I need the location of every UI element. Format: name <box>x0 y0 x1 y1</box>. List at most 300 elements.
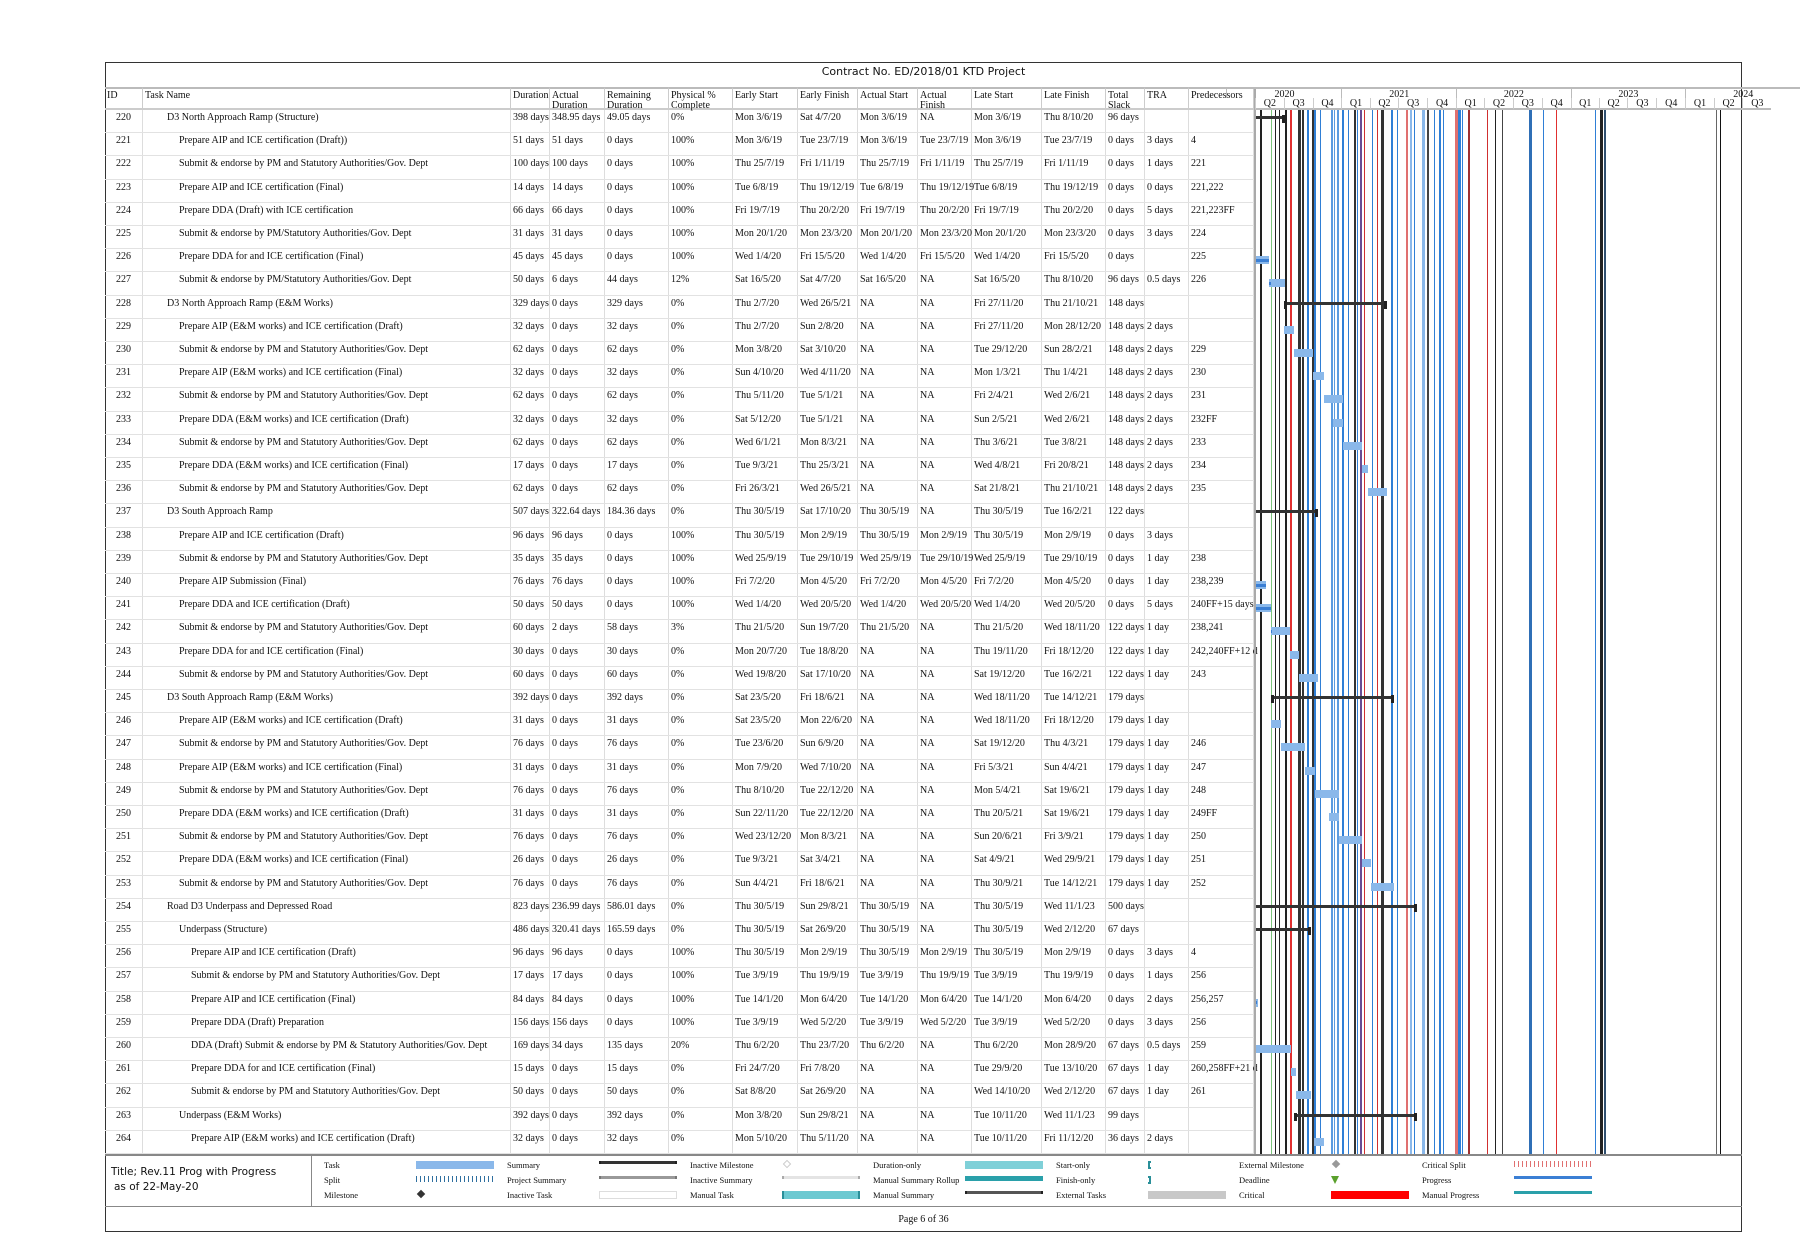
summary-task-row[interactable] <box>105 110 1254 133</box>
cell-duration: 62 days <box>511 342 550 364</box>
task-row[interactable] <box>105 435 1254 458</box>
cell-early-start: Tue 3/9/19 <box>733 968 798 990</box>
cell-tra: 2 days <box>1145 319 1189 341</box>
cell-actual-finish: NA <box>918 829 972 851</box>
timescale-quarter: Q4 <box>1656 98 1685 110</box>
cell-early-finish: Sat 17/10/20 <box>798 504 858 526</box>
cell-remaining-duration: 60 days <box>605 667 669 689</box>
cell-late-finish: Tue 16/2/21 <box>1042 504 1106 526</box>
task-row[interactable] <box>105 968 1254 991</box>
cell-late-start: Wed 14/10/20 <box>972 1084 1042 1106</box>
task-row[interactable] <box>105 319 1254 342</box>
column-header-actual-duration[interactable]: Actual Duration <box>550 87 605 110</box>
timescale-quarter: Q4 <box>1427 98 1456 110</box>
cell-late-start: Fri 2/4/21 <box>972 388 1042 410</box>
cell-early-start: Thu 30/5/19 <box>733 528 798 550</box>
legend-label: Summary <box>507 1160 541 1170</box>
cell-id: 231 <box>105 365 143 387</box>
cell-actual-duration: 14 days <box>550 180 605 202</box>
cell-total-slack: 179 days <box>1106 690 1145 712</box>
cell-early-start: Tue 6/8/19 <box>733 180 798 202</box>
task-bar[interactable] <box>1333 419 1343 427</box>
summary-bar[interactable] <box>1284 302 1387 305</box>
cell-physical-complete: 0% <box>669 1061 733 1083</box>
inactive-summary-bracket-icon <box>782 1176 860 1179</box>
cell-remaining-duration: 0 days <box>605 249 669 271</box>
task-row[interactable] <box>105 667 1254 690</box>
timescale-quarter: Q3 <box>1513 98 1542 110</box>
cell-late-finish: Sun 4/4/21 <box>1042 760 1106 782</box>
summary-task-row[interactable] <box>105 690 1254 713</box>
cell-late-finish: Fri 1/11/19 <box>1042 156 1106 178</box>
cell-actual-start: Thu 6/2/20 <box>858 1038 918 1060</box>
cell-duration: 50 days <box>511 597 550 619</box>
cell-duration: 17 days <box>511 458 550 480</box>
task-bar[interactable] <box>1271 720 1281 728</box>
cell-actual-duration: 0 days <box>550 1108 605 1130</box>
summary-bar-cap <box>1391 695 1394 703</box>
cell-early-finish: Sun 6/9/20 <box>798 736 858 758</box>
cell-physical-complete: 100% <box>669 226 733 248</box>
cell-remaining-duration: 329 days <box>605 296 669 318</box>
cell-id: 223 <box>105 180 143 202</box>
summary-task-row[interactable] <box>105 296 1254 319</box>
cell-id: 252 <box>105 852 143 874</box>
task-bar[interactable] <box>1299 674 1318 682</box>
cell-predecessors: 235 <box>1189 481 1254 503</box>
task-bar[interactable] <box>1314 1138 1324 1146</box>
cell-actual-finish: NA <box>918 1038 972 1060</box>
cell-tra: 1 day <box>1145 806 1189 828</box>
cell-tra: 1 day <box>1145 852 1189 874</box>
cell-total-slack: 99 days <box>1106 1108 1145 1130</box>
cell-actual-duration: 66 days <box>550 203 605 225</box>
cell-late-finish: Fri 11/12/20 <box>1042 1131 1106 1153</box>
cell-task-name: Submit & endorse by PM and Statutory Authorities/Gov. Dept <box>143 736 511 758</box>
cell-actual-start: Fri 19/7/19 <box>858 203 918 225</box>
column-header-early-finish[interactable]: Early Finish <box>798 87 858 110</box>
task-bar[interactable] <box>1291 1068 1296 1076</box>
task-row[interactable] <box>105 760 1254 783</box>
cell-tra: 3 days <box>1145 226 1189 248</box>
cell-predecessors: 230 <box>1189 365 1254 387</box>
cell-physical-complete: 0% <box>669 388 733 410</box>
cell-duration: 45 days <box>511 249 550 271</box>
cell-duration: 62 days <box>511 388 550 410</box>
task-row[interactable] <box>105 1015 1254 1038</box>
task-row[interactable] <box>105 133 1254 156</box>
task-row[interactable] <box>105 388 1254 411</box>
column-header-task-name[interactable]: Task Name <box>143 87 511 110</box>
column-header-predecessors[interactable]: Predecessors <box>1189 87 1254 110</box>
cell-late-finish: Wed 2/6/21 <box>1042 388 1106 410</box>
cell-remaining-duration: 62 days <box>605 342 669 364</box>
cell-id: 249 <box>105 783 143 805</box>
cell-late-start: Wed 1/4/20 <box>972 249 1042 271</box>
cell-actual-duration: 236.99 days <box>550 899 605 921</box>
cell-actual-start: NA <box>858 852 918 874</box>
cell-early-finish: Thu 25/3/21 <box>798 458 858 480</box>
cell-remaining-duration: 32 days <box>605 365 669 387</box>
cell-tra: 1 day <box>1145 644 1189 666</box>
cell-late-finish: Wed 18/11/20 <box>1042 620 1106 642</box>
task-bar[interactable] <box>1313 372 1323 380</box>
link-line <box>1364 110 1365 1154</box>
cell-actual-finish: NA <box>918 272 972 294</box>
cell-physical-complete: 0% <box>669 760 733 782</box>
column-header-late-start[interactable]: Late Start <box>972 87 1042 110</box>
cell-physical-complete: 0% <box>669 899 733 921</box>
task-bar[interactable] <box>1305 767 1315 775</box>
cell-task-name: Submit & endorse by PM and Statutory Authorities/Gov. Dept <box>143 783 511 805</box>
timescale-quarter: Q1 <box>1456 98 1484 110</box>
cell-id: 259 <box>105 1015 143 1037</box>
cell-remaining-duration: 31 days <box>605 806 669 828</box>
task-bar[interactable] <box>1368 488 1387 496</box>
cell-early-start: Fri 19/7/19 <box>733 203 798 225</box>
task-row[interactable] <box>105 806 1254 829</box>
task-row[interactable] <box>105 249 1254 272</box>
task-bar[interactable] <box>1294 349 1313 357</box>
task-bar[interactable] <box>1290 651 1299 659</box>
cell-actual-duration: 0 days <box>550 1061 605 1083</box>
cell-remaining-duration: 62 days <box>605 435 669 457</box>
link-line <box>1337 110 1339 1154</box>
task-bar[interactable] <box>1271 627 1290 635</box>
column-header-early-start[interactable]: Early Start <box>733 87 798 110</box>
cell-remaining-duration: 0 days <box>605 133 669 155</box>
task-bar[interactable] <box>1324 395 1343 403</box>
cell-total-slack: 0 days <box>1106 551 1145 573</box>
cell-total-slack: 179 days <box>1106 736 1145 758</box>
legend-label: Progress <box>1422 1175 1452 1185</box>
task-bar[interactable] <box>1339 836 1363 844</box>
cell-early-finish: Wed 5/2/20 <box>798 1015 858 1037</box>
task-bar[interactable] <box>1284 326 1294 334</box>
critical-bar-icon <box>1331 1191 1409 1199</box>
summary-bar[interactable] <box>1256 905 1417 908</box>
column-header-physical-complete[interactable]: Physical % Complete <box>669 87 733 110</box>
task-bar[interactable] <box>1315 790 1339 798</box>
cell-early-finish: Fri 15/5/20 <box>798 249 858 271</box>
cell-actual-start: NA <box>858 690 918 712</box>
task-row[interactable] <box>105 1038 1254 1061</box>
cell-actual-start: Tue 3/9/19 <box>858 968 918 990</box>
timescale-quarter: Q1 <box>1341 98 1369 110</box>
task-row[interactable] <box>105 528 1254 551</box>
cell-actual-start: NA <box>858 667 918 689</box>
summary-bar[interactable] <box>1294 1114 1417 1117</box>
cell-early-start: Fri 7/2/20 <box>733 574 798 596</box>
cell-actual-duration: 0 days <box>550 1084 605 1106</box>
task-row[interactable] <box>105 876 1254 899</box>
cell-total-slack: 122 days <box>1106 644 1145 666</box>
task-bar[interactable] <box>1362 465 1367 473</box>
cell-physical-complete: 0% <box>669 690 733 712</box>
cell-predecessors: 221,223FF <box>1189 203 1254 225</box>
cell-physical-complete: 0% <box>669 1084 733 1106</box>
cell-id: 256 <box>105 945 143 967</box>
cell-early-start: Thu 25/7/19 <box>733 156 798 178</box>
cell-early-start: Wed 1/4/20 <box>733 597 798 619</box>
cell-duration: 76 days <box>511 876 550 898</box>
cell-actual-start: NA <box>858 412 918 434</box>
cell-predecessors <box>1189 1108 1254 1130</box>
cell-early-start: Mon 3/6/19 <box>733 110 798 132</box>
cell-physical-complete: 0% <box>669 876 733 898</box>
cell-actual-finish: Tue 23/7/19 <box>918 133 972 155</box>
task-bar[interactable] <box>1329 813 1339 821</box>
cell-task-name: Prepare DDA (E&M works) and ICE certification (Draft) <box>143 412 511 434</box>
task-row[interactable] <box>105 945 1254 968</box>
cell-remaining-duration: 392 days <box>605 1108 669 1130</box>
column-header-total-slack[interactable]: Total Slack <box>1106 87 1145 110</box>
cell-duration: 50 days <box>511 1084 550 1106</box>
cell-predecessors: 251 <box>1189 852 1254 874</box>
link-line <box>1320 110 1321 1154</box>
task-row[interactable] <box>105 458 1254 481</box>
task-row[interactable] <box>105 551 1254 574</box>
summary-bar[interactable] <box>1256 928 1311 931</box>
cell-early-finish: Tue 18/8/20 <box>798 644 858 666</box>
cell-remaining-duration: 62 days <box>605 388 669 410</box>
legend-title-line1: Title; Rev.11 Prog with Progress <box>111 1166 277 1178</box>
cell-actual-start: NA <box>858 296 918 318</box>
cell-early-finish: Thu 23/7/20 <box>798 1038 858 1060</box>
cell-early-start: Sat 5/12/20 <box>733 412 798 434</box>
cell-task-name: Submit & endorse by PM/Statutory Authorities/Gov. Dept <box>143 272 511 294</box>
cell-actual-duration: 0 days <box>550 713 605 735</box>
column-header-actual-finish[interactable]: Actual Finish <box>918 87 972 110</box>
task-row[interactable] <box>105 365 1254 388</box>
cell-early-finish: Mon 6/4/20 <box>798 992 858 1014</box>
cell-actual-start: NA <box>858 644 918 666</box>
task-row[interactable] <box>105 783 1254 806</box>
cell-late-finish: Tue 13/10/20 <box>1042 1061 1106 1083</box>
cell-actual-finish: NA <box>918 481 972 503</box>
task-row[interactable] <box>105 481 1254 504</box>
gantt-chart <box>1254 87 1764 1154</box>
cell-duration: 392 days <box>511 1108 550 1130</box>
cell-total-slack: 148 days <box>1106 435 1145 457</box>
cell-late-finish: Tue 14/12/21 <box>1042 876 1106 898</box>
cell-total-slack: 179 days <box>1106 760 1145 782</box>
summary-task-row[interactable] <box>105 504 1254 527</box>
task-row[interactable] <box>105 597 1254 620</box>
task-row[interactable] <box>105 620 1254 643</box>
cell-actual-start: Thu 21/5/20 <box>858 620 918 642</box>
cell-late-start: Mon 3/6/19 <box>972 133 1042 155</box>
task-row[interactable] <box>105 713 1254 736</box>
task-row[interactable] <box>105 156 1254 179</box>
cell-actual-finish: NA <box>918 365 972 387</box>
cell-actual-start: Tue 14/1/20 <box>858 992 918 1014</box>
task-bar[interactable] <box>1281 743 1305 751</box>
cell-actual-duration: 0 days <box>550 412 605 434</box>
cell-duration: 32 days <box>511 1131 550 1153</box>
cell-tra: 1 days <box>1145 968 1189 990</box>
task-row[interactable] <box>105 992 1254 1015</box>
task-row[interactable] <box>105 180 1254 203</box>
link-line <box>1468 110 1470 1154</box>
column-header-duration[interactable]: Duration <box>511 87 550 110</box>
cell-id: 237 <box>105 504 143 526</box>
cell-actual-duration: 0 days <box>550 319 605 341</box>
cell-late-finish: Mon 2/9/19 <box>1042 945 1106 967</box>
column-header-tra[interactable]: TRA <box>1145 87 1189 110</box>
cell-early-finish: Thu 20/2/20 <box>798 203 858 225</box>
task-row[interactable] <box>105 272 1254 295</box>
summary-task-row[interactable] <box>105 899 1254 922</box>
cell-total-slack: 148 days <box>1106 342 1145 364</box>
cell-actual-finish: NA <box>918 388 972 410</box>
link-line <box>1354 110 1356 1154</box>
cell-late-start: Sat 19/12/20 <box>972 736 1042 758</box>
cell-tra: 2 days <box>1145 342 1189 364</box>
cell-early-finish: Sun 29/8/21 <box>798 899 858 921</box>
cell-tra: 5 days <box>1145 203 1189 225</box>
cell-duration: 96 days <box>511 528 550 550</box>
cell-duration: 31 days <box>511 806 550 828</box>
cell-id: 240 <box>105 574 143 596</box>
cell-early-finish: Wed 7/10/20 <box>798 760 858 782</box>
task-bar[interactable] <box>1296 1091 1312 1099</box>
cell-physical-complete: 0% <box>669 435 733 457</box>
cell-actual-start: Sat 16/5/20 <box>858 272 918 294</box>
cell-late-start: Mon 1/3/21 <box>972 365 1042 387</box>
cell-predecessors <box>1189 528 1254 550</box>
cell-physical-complete: 0% <box>669 852 733 874</box>
task-row[interactable] <box>105 412 1254 435</box>
cell-late-start: Thu 20/5/21 <box>972 806 1042 828</box>
column-header-actual-start[interactable]: Actual Start <box>858 87 918 110</box>
summary-task-row[interactable] <box>105 1108 1254 1131</box>
cell-late-finish: Thu 21/10/21 <box>1042 296 1106 318</box>
task-row[interactable] <box>105 829 1254 852</box>
task-bar[interactable] <box>1256 1045 1291 1053</box>
cell-total-slack: 67 days <box>1106 1038 1145 1060</box>
cell-actual-finish: NA <box>918 690 972 712</box>
deadline-arrow-icon <box>1331 1176 1339 1184</box>
cell-actual-duration: 6 days <box>550 272 605 294</box>
cell-early-start: Mon 7/9/20 <box>733 760 798 782</box>
cell-early-finish: Sun 19/7/20 <box>798 620 858 642</box>
cell-remaining-duration: 165.59 days <box>605 922 669 944</box>
task-bar[interactable] <box>1371 883 1395 891</box>
task-row[interactable] <box>105 736 1254 759</box>
cell-duration: 60 days <box>511 667 550 689</box>
cell-early-start: Thu 30/5/19 <box>733 899 798 921</box>
cell-task-name: Prepare AIP and ICE certification (Final) <box>143 180 511 202</box>
cell-early-start: Thu 30/5/19 <box>733 945 798 967</box>
task-row[interactable] <box>105 342 1254 365</box>
inactive-milestone-diamond-icon <box>783 1160 791 1168</box>
cell-task-name: Prepare AIP Submission (Final) <box>143 574 511 596</box>
start-only-bracket-icon <box>1148 1161 1151 1169</box>
column-header-late-finish[interactable]: Late Finish <box>1042 87 1106 110</box>
cell-actual-start: NA <box>858 783 918 805</box>
task-row[interactable] <box>105 226 1254 249</box>
cell-remaining-duration: 392 days <box>605 690 669 712</box>
summary-bar-cap <box>1282 115 1285 123</box>
cell-actual-finish: Thu 19/9/19 <box>918 968 972 990</box>
summary-bar[interactable] <box>1256 116 1285 119</box>
cell-duration: 32 days <box>511 319 550 341</box>
cell-tra <box>1145 110 1189 132</box>
link-line <box>1595 110 1596 1154</box>
task-row[interactable] <box>105 1131 1254 1154</box>
link-line <box>1377 110 1378 1154</box>
column-header-id[interactable]: ID <box>105 87 143 110</box>
cell-late-start: Tue 29/9/20 <box>972 1061 1042 1083</box>
cell-task-name: D3 North Approach Ramp (E&M Works) <box>143 296 511 318</box>
cell-actual-start: NA <box>858 806 918 828</box>
cell-predecessors: 231 <box>1189 388 1254 410</box>
task-bar[interactable] <box>1269 279 1285 287</box>
task-bar[interactable] <box>1362 859 1370 867</box>
cell-task-name: DDA (Draft) Submit & endorse by PM & Statutory Authorities/Gov. Dept <box>143 1038 511 1060</box>
cell-duration: 486 days <box>511 922 550 944</box>
cell-id: 224 <box>105 203 143 225</box>
cell-total-slack: 96 days <box>1106 272 1145 294</box>
task-bar[interactable] <box>1343 442 1362 450</box>
cell-duration: 31 days <box>511 226 550 248</box>
task-row[interactable] <box>105 574 1254 597</box>
cell-tra <box>1145 504 1189 526</box>
task-row[interactable] <box>105 852 1254 875</box>
cell-predecessors: 221,222 <box>1189 180 1254 202</box>
cell-remaining-duration: 30 days <box>605 644 669 666</box>
cell-predecessors: 229 <box>1189 342 1254 364</box>
legend-label: Inactive Milestone <box>690 1160 754 1170</box>
cell-actual-start: Mon 3/6/19 <box>858 133 918 155</box>
cell-duration: 76 days <box>511 783 550 805</box>
column-header-remaining-duration[interactable]: Remaining Duration <box>605 87 669 110</box>
cell-actual-duration: 0 days <box>550 644 605 666</box>
cell-predecessors: 259 <box>1189 1038 1254 1060</box>
cell-duration: 35 days <box>511 551 550 573</box>
task-row[interactable] <box>105 203 1254 226</box>
link-line <box>1314 110 1316 1154</box>
cell-physical-complete: 100% <box>669 528 733 550</box>
task-row[interactable] <box>105 644 1258 667</box>
cell-remaining-duration: 0 days <box>605 1015 669 1037</box>
link-line <box>1458 110 1461 1154</box>
cell-total-slack: 179 days <box>1106 713 1145 735</box>
cell-tra: 2 days <box>1145 481 1189 503</box>
cell-actual-finish: NA <box>918 1061 972 1083</box>
cell-early-finish: Tue 22/12/20 <box>798 806 858 828</box>
cell-actual-duration: 0 days <box>550 783 605 805</box>
timescale-quarter: Q3 <box>1284 98 1313 110</box>
cell-early-finish: Sat 3/4/21 <box>798 852 858 874</box>
task-row[interactable] <box>105 1061 1258 1084</box>
cell-late-start: Sat 16/5/20 <box>972 272 1042 294</box>
summary-task-row[interactable] <box>105 922 1254 945</box>
cell-duration: 329 days <box>511 296 550 318</box>
cell-task-name: Prepare AIP (E&M works) and ICE certification (Draft) <box>143 713 511 735</box>
cell-remaining-duration: 76 days <box>605 736 669 758</box>
cell-id: 254 <box>105 899 143 921</box>
cell-total-slack: 0 days <box>1106 528 1145 550</box>
task-row[interactable] <box>105 1084 1254 1107</box>
summary-bar[interactable] <box>1256 510 1318 513</box>
summary-bar[interactable] <box>1271 696 1394 699</box>
cell-id: 258 <box>105 992 143 1014</box>
cell-actual-duration: 320.41 days <box>550 922 605 944</box>
cell-total-slack: 0 days <box>1106 203 1145 225</box>
progress-bar <box>1256 1001 1257 1004</box>
